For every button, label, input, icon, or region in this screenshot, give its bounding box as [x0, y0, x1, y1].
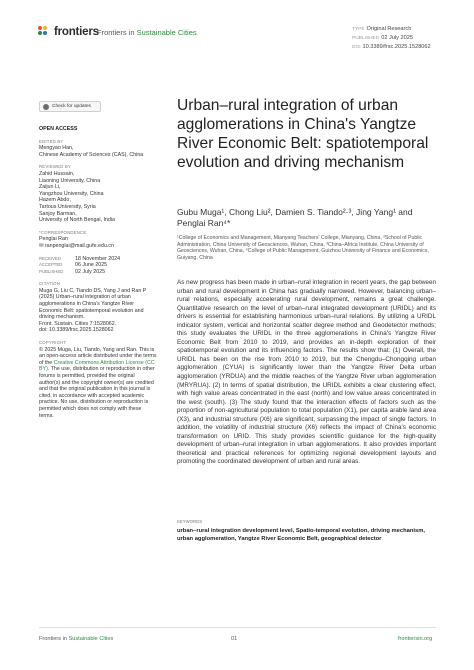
journal-name[interactable]: [97, 28, 197, 37]
page-number: 01: [231, 636, 238, 642]
citation-label: CITATION: [39, 281, 61, 287]
received-label: RECEIVED: [39, 255, 61, 261]
footer-journal[interactable]: [39, 636, 113, 642]
copyright-text-start: © 2025 Muga, Liu, Tiando, Yang and Ran. This is an open-access article distributed under the terms of the: [39, 346, 157, 366]
edited-by-label: EDITED BY: [39, 138, 64, 144]
reviewer-affiliation: University of North Bengal, India: [39, 217, 115, 224]
reviewer-name: Hazem Abdo,: [39, 197, 71, 204]
reviewer-name: Zahid Hussain,: [39, 170, 75, 177]
article-sidebar: [39, 126, 157, 419]
copyright-label: COPYRIGHT: [39, 340, 67, 346]
accepted-label: ACCEPTED: [39, 262, 63, 268]
open-access-label: OPEN ACCESS: [39, 126, 78, 132]
article-meta: [352, 25, 431, 52]
keywords: urban–rural integration development level, Spatio-temporal evolution, driving mechanism, urban agglomeration, Yangtze River Economic Belt, geographical detector: [177, 528, 426, 542]
reviewer-affiliation: Liaoning University, China: [39, 177, 101, 184]
keywords-label: KEYWORDS: [177, 519, 203, 524]
frontiers-logo-icon: [38, 26, 50, 38]
frontiers-logo[interactable]: [38, 26, 99, 38]
footer-journal-prefix: Frontiers in: [39, 636, 67, 642]
check-updates-label: Check for updates: [52, 104, 91, 109]
logo-text: frontiers: [54, 26, 99, 38]
doi-label: DOI: [352, 45, 361, 50]
received-date: 18 November 2024: [75, 255, 121, 262]
dates-block: [39, 256, 157, 276]
footer-divider: [39, 627, 436, 628]
published-value: 02 July 2025: [381, 35, 413, 41]
citation-text: Muga G, Liu C, Tiando DS, Yang J and Ran P (2025) Urban–rural integration of urban agglomerations in China's Yangtze River Economic Belt: spatiotemporal evolution and driving mechanism.: [39, 287, 147, 321]
copyright-text: [39, 347, 157, 420]
author-list: Gubu Muga¹, Chong Liu², Damien S. Tiando²·³, Jing Yang¹ and Penglai Ran⁴*: [177, 207, 413, 228]
citation-doi[interactable]: doi: 10.3389/frsc.2025.1528062: [39, 327, 114, 334]
type-value: Original Research: [366, 26, 412, 32]
footer-journal-title: Sustainable Cities: [68, 636, 114, 642]
accepted-date: 06 June 2025: [75, 262, 108, 269]
reviewed-by-label: REVIEWED BY: [39, 164, 72, 170]
check-updates-icon: [43, 104, 49, 110]
published-label: PUBLISHED: [39, 268, 64, 274]
published-label: PUBLISHED: [352, 36, 380, 41]
editor-name: Mengyao Han,: [39, 145, 74, 152]
cc-by-license-link[interactable]: Creative Commons Attribution License (CC BY): [39, 359, 155, 373]
journal-prefix: Frontiers in: [97, 28, 135, 37]
reviewer-name: Zaijun Li,: [39, 184, 61, 191]
citation-journal: Front. Sustain. Cities 7:1528062.: [39, 320, 117, 327]
corresponding-email[interactable]: ✉ ranpenglai@mail.gufe.edu.cn: [39, 242, 114, 249]
doi-value[interactable]: 10.3389/frsc.2025.1528062: [362, 44, 431, 50]
reviewer-affiliation: Tartous University, Syria: [39, 203, 96, 210]
check-for-updates-button[interactable]: [39, 101, 101, 112]
journal-title: Sustainable Cities: [136, 28, 197, 37]
footer-site-link[interactable]: frontiersin.org: [398, 636, 433, 642]
corresponding-author: Penglai Ran: [39, 236, 68, 243]
published-date: 02 July 2025: [75, 268, 106, 275]
article-title: Urban–rural integration of urban agglomerations in China's Yangtze River Economic Belt: spatiotemporal evolution and driving mechanism: [177, 97, 429, 171]
reviewer-affiliation: Yangzhou University, China: [39, 190, 104, 197]
reviewer-name: Sanjoy Barman,: [39, 210, 77, 217]
correspondence-label: *CORRESPONDENCE: [39, 229, 87, 235]
author-affiliations: ¹College of Economics and Management, Mianyang Teachers' College, Mianyang, China, ²School of Public Administration, China University of Geosciences, Wuhan, China, ³China–Africa Institute, China University of Geosciences, Wuhan, China, ⁴College of Public Management, Guizhou University of Finance and Economics, Guiyang, China: [177, 235, 429, 261]
abstract: As new progress has been made in urban–rural integration in recent years, the gap between urban and rural development in China has gradually narrowed. However, balancing urban–rural relations, especially accelerating rural development, remains a great challenge. Quantitative research on the level of urban–rural integrated development (URIDL) and its drivers is essential for establishing harmonious urban–rural relations. By utilizing a URIDL indicator system, vertical and horizontal scatter degree method and Geodetector methods; this study evaluates the URIDL in the three agglomerations in China's Yangtze River Economic Belt from 2010 to 2019, and provides an in-depth exploration of their spatiotemporal evolution and its influencing factors. The results show that: (1) Overall, the URIDL has been on the rise from 2010 to 2019, but the Chengdu–Chongqing urban agglomeration (CYUA) is significantly lower than the Yangtze River Delta urban agglomeration (YRDUA) and the middle reaches of the Yangtze River urban agglomeration (MRYRUA). (2) In terms of spatial distribution, the URIDL exhibits a clear clustering effect, with high value areas concentrated in the east (north) and low value areas concentrated in the west (south). (3) The study found that the interaction effects of factors such as the proportion of non-agricultural population to total population (X1), per capita arable land area (X3), and industrial structure (X6) are significant, surpassing the impact of single factors. In addition, the volatility of industrial structure (X6) reflects the impact of China's economic transformation on URID. This study provides scientific guidance for the high-quality development of urban–rural integration in urban agglomerations. It also provides important theoretical and practical references for optimizing regional development layouts and promoting the coordinated development of urban and rural areas.: [177, 279, 436, 466]
copyright-text-end: . The use, distribution or reproduction in other forums is permitted, provided the original author(s) and the copyright owner(s) are credited and that the original publication in this journal is cited, in accordance with accepted academic practice. No use, distribution or reproduction is permitted which does not comply with these terms.: [39, 366, 155, 419]
type-label: TYPE: [352, 27, 365, 32]
editor-affiliation: Chinese Academy of Sciences (CAS), China: [39, 151, 144, 158]
